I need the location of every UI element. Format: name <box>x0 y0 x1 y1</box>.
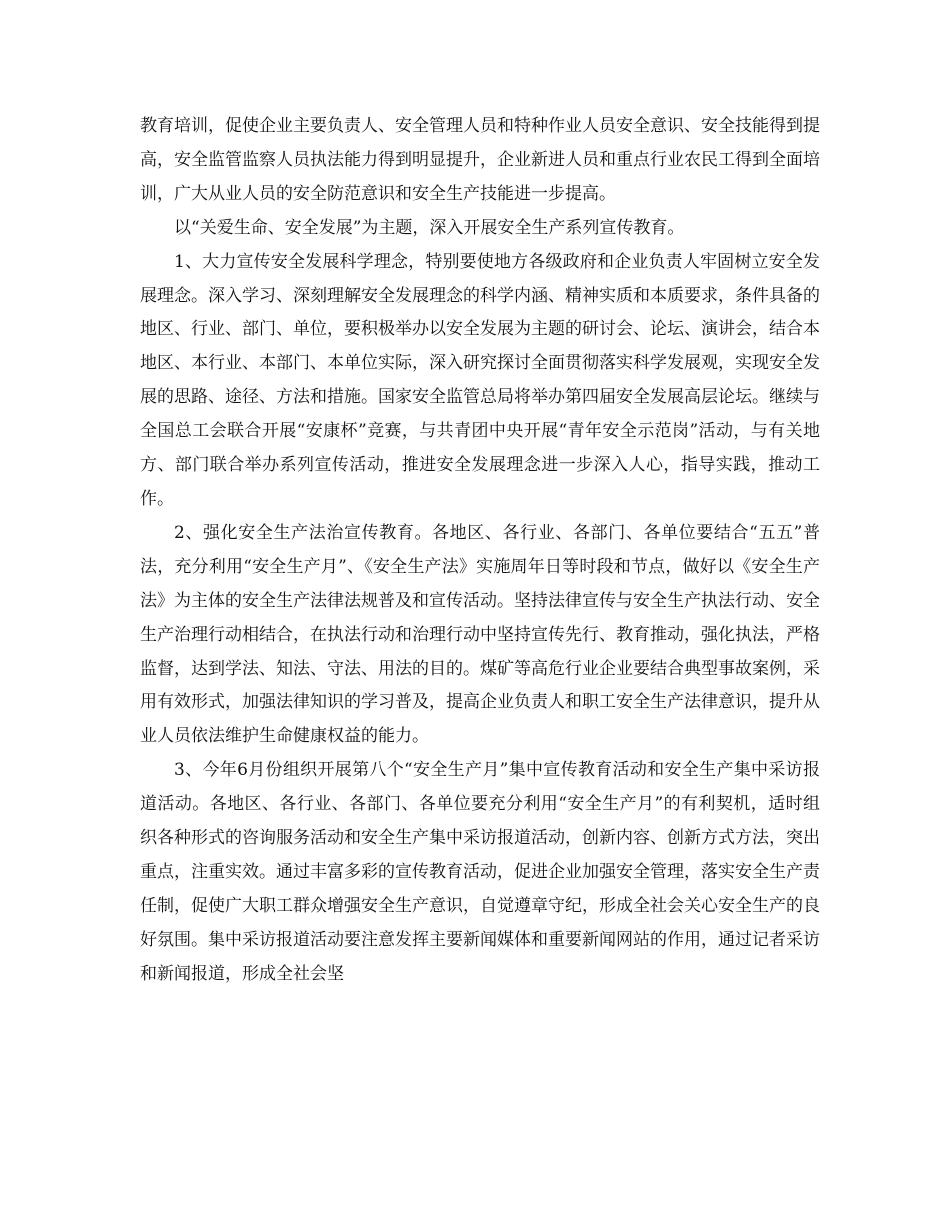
paragraph-continuation: 教育培训，促使企业主要负责人、安全管理人员和特种作业人员安全意识、安全技能得到提高，安全监管监察人员执法能力得到明显提升，企业新进人员和重点行业农民工得到全面培训，广大从业人员的安全防范意识和安全生产技能进一步提高。 <box>140 116 820 204</box>
paragraph-item-3: 3、今年6月份组织开展第八个“安全生产月”集中宣传教育活动和安全生产集中采访报道活动。各地区、各行业、各部门、各单位要充分利用“安全生产月”的有利契机，适时组织各种形式的咨询服务活动和安全生产集中采访报道活动，创新内容、创新方式方法，突出重点，注重实效。通过丰富多彩的宣传教育活动，促进企业加强安全管理，落实安全生产责任制，促使广大职工群众增强安全生产意识，自觉遵章守纪，形成全社会关心安全生产的良好氛围。集中采访报道活动要注意发挥主要新闻媒体和重要新闻网站的作用，通过记者采访和新闻报道，形成全社会坚 <box>140 760 820 984</box>
document-body <box>140 110 820 992</box>
paragraph-item-2: 2、强化安全生产法治宣传教育。各地区、各行业、各部门、各单位要结合“五五”普法，充分利用“安全生产月”、《安全生产法》实施周年日等时段和节点，做好以《安全生产法》为主体的安全生产法律法规普及和宣传活动。坚持法律宣传与安全生产执法行动、安全生产治理行动相结合，在执法行动和治理行动中坚持宣传先行、教育推动，强化执法，严格监督，达到学法、知法、守法、用法的目的。煤矿等高危行业企业要结合典型事故案例，采用有效形式，加强法律知识的学习普及，提高企业负责人和职工安全生产法律意识，提升从业人员依法维护生命健康权益的能力。 <box>140 522 820 747</box>
paragraph-theme: 以“关爱生命、安全发展”为主题，深入开展安全生产系列宣传教育。 <box>174 217 685 238</box>
paragraph-item-1: 1、大力宣传安全发展科学理念，特别要使地方各级政府和企业负责人牢固树立安全发展理念。深入学习、深刻理解安全发展理念的科学内涵、精神实质和本质要求，条件具备的地区、行业、部门、单位，要积极举办以安全发展为主题的研讨会、论坛、演讲会，结合本地区、本行业、本部门、本单位实际，深入研究探讨全面贯彻落实科学发展观，实现安全发展的思路、途径、方法和措施。国家安全监管总局将举办第四届安全发展高层论坛。继续与全国总工会联合开展“安康杯”竞赛，与共青团中央开展“青年安全示范岗”活动，与有关地方、部门联合举办系列宣传活动，推进安全发展理念进一步深入人心，指导实践，推动工作。 <box>140 251 820 509</box>
